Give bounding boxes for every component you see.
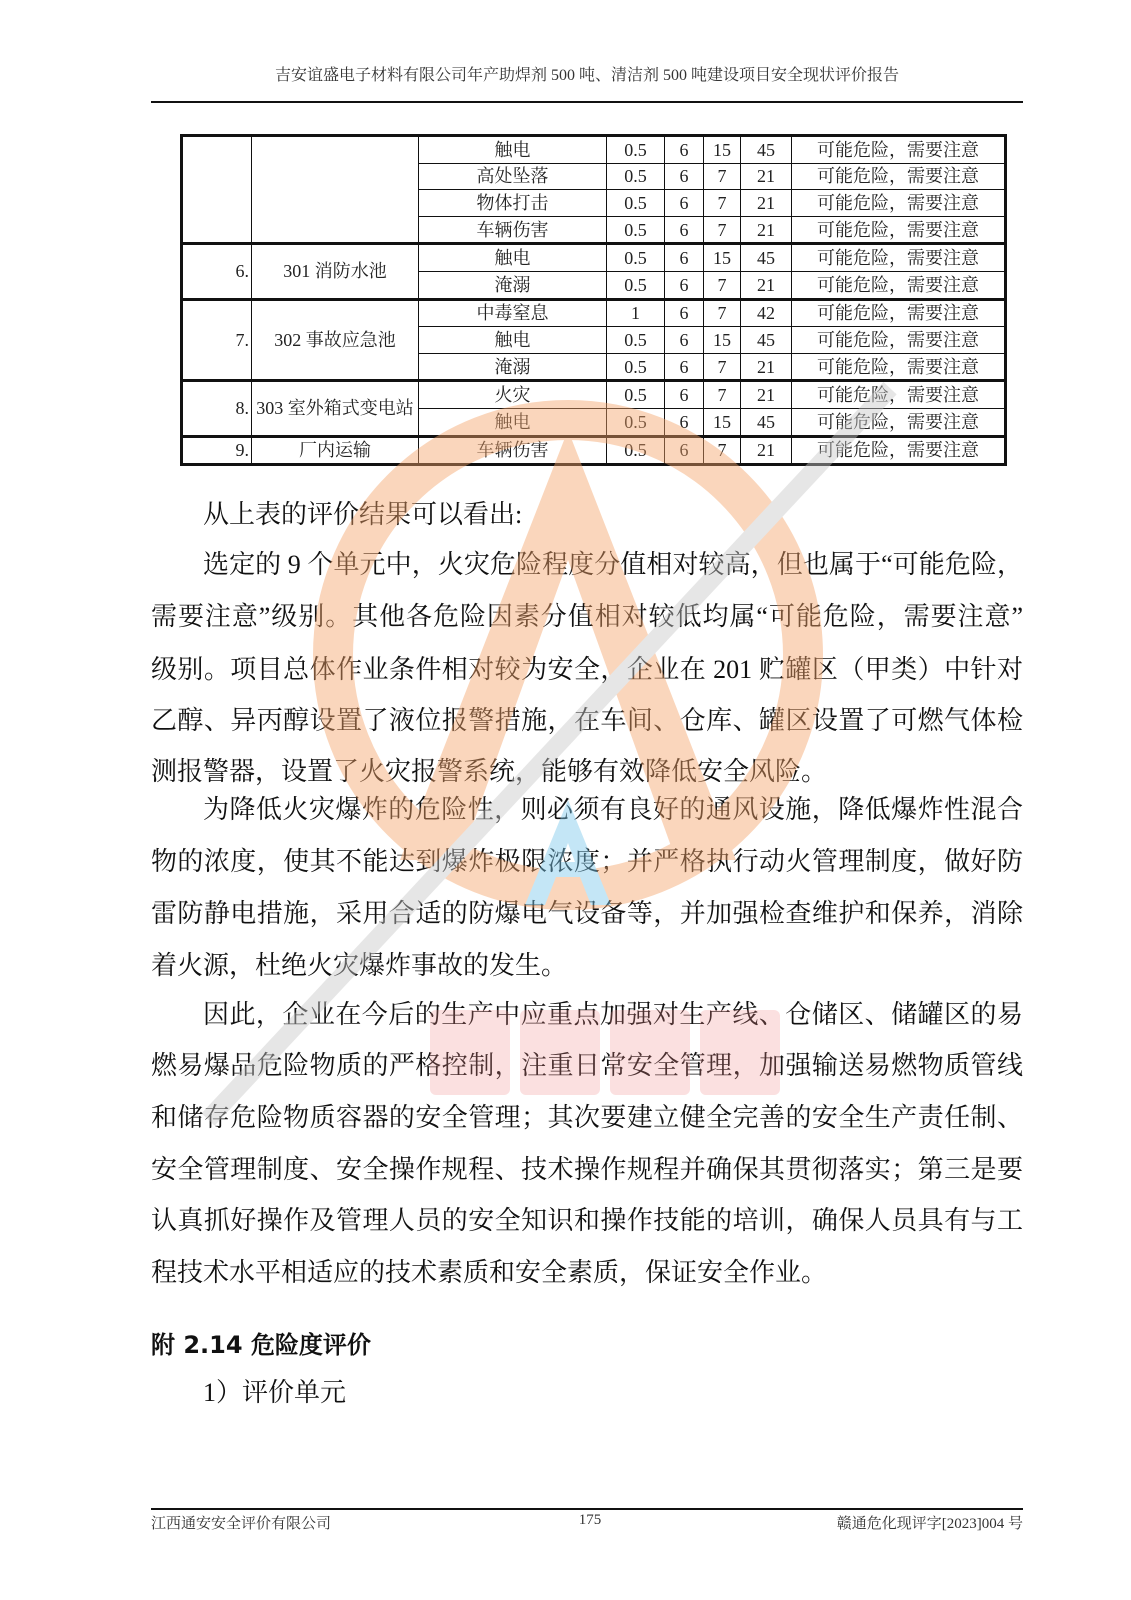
running-header: 吉安谊盛电子材料有限公司年产助焊剂 500 吨、清洁剂 500 吨建设项目安全现状评价报告 [274, 67, 899, 84]
body-text-line: 测报警器，设置了火灾报警系统，能够有效降低安全风险。 [151, 757, 828, 786]
hazard-cell: 中毒窒息 [419, 299, 607, 327]
footer-rule [151, 1508, 1023, 1510]
table-row [182, 436, 1006, 465]
body-text-line: 燃易爆品危险物质的严格控制，注重日常安全管理，加强输送易燃物质管线 [151, 1051, 1023, 1080]
l-value-cell: 0.5 [607, 353, 665, 381]
footer-doc-number: 赣通危化现评字[2023]004 号 [836, 1516, 1023, 1532]
table-row [182, 299, 1006, 327]
d-value-cell: 21 [741, 436, 792, 465]
hazard-cell: 淹溺 [419, 353, 607, 381]
hazard-cell: 触电 [419, 327, 607, 354]
unit-number-cell: 7. [182, 299, 252, 381]
risk-level-cell: 可能危险，需要注意 [792, 353, 1006, 381]
l-value-cell: 0.5 [607, 244, 665, 272]
hazard-cell: 物体打击 [419, 190, 607, 217]
e-value-cell: 6 [665, 216, 704, 244]
e-value-cell: 6 [665, 299, 704, 327]
d-value-cell: 45 [741, 136, 792, 164]
table-row [182, 244, 1006, 272]
l-value-cell: 0.5 [607, 327, 665, 354]
risk-level-cell: 可能危险，需要注意 [792, 136, 1006, 164]
body-text-line: 程技术水平相适应的技术素质和安全素质，保证安全作业。 [151, 1258, 828, 1287]
body-text-line: 级别。项目总体作业条件相对较为安全，企业在 201 贮罐区（甲类）中针对 [151, 655, 1023, 684]
body-text-line: 物的浓度，使其不能达到爆炸极限浓度；并严格执行动火管理制度，做好防 [151, 847, 1023, 876]
d-value-cell: 21 [741, 190, 792, 217]
hazard-cell: 车辆伤害 [419, 436, 607, 465]
d-value-cell: 21 [741, 271, 792, 299]
risk-level-cell: 可能危险，需要注意 [792, 299, 1006, 327]
hazard-cell: 车辆伤害 [419, 216, 607, 244]
l-value-cell: 0.5 [607, 408, 665, 436]
c-value-cell: 7 [704, 381, 741, 409]
table-row [182, 136, 1006, 164]
e-value-cell: 6 [665, 136, 704, 164]
e-value-cell: 6 [665, 381, 704, 409]
c-value-cell: 7 [704, 271, 741, 299]
c-value-cell: 15 [704, 244, 741, 272]
risk-level-cell: 可能危险，需要注意 [792, 271, 1006, 299]
body-text-line: 雷防静电措施，采用合适的防爆电气设备等，并加强检查维护和保养，消除 [151, 899, 1023, 928]
l-value-cell: 0.5 [607, 271, 665, 299]
unit-name-cell: 厂内运输 [252, 436, 419, 465]
unit-name-cell: 302 事故应急池 [252, 299, 419, 381]
e-value-cell: 6 [665, 190, 704, 217]
e-value-cell: 6 [665, 408, 704, 436]
unit-number-cell: 6. [182, 244, 252, 299]
unit-name-cell [252, 136, 419, 244]
d-value-cell: 21 [741, 353, 792, 381]
body-text-line: 为降低火灾爆炸的危险性，则必须有良好的通风设施，降低爆炸性混合 [203, 795, 1023, 824]
table-row [182, 381, 1006, 409]
page-number: 175 [578, 1512, 602, 1528]
c-value-cell: 7 [704, 436, 741, 465]
body-text-line: 需要注意”级别。其他各危险因素分值相对较低均属“可能危险，需要注意” [151, 602, 1023, 631]
e-value-cell: 6 [665, 436, 704, 465]
body-text-line: 乙醇、异丙醇设置了液位报警措施，在车间、仓库、罐区设置了可燃气体检 [151, 706, 1023, 735]
hazard-cell: 淹溺 [419, 271, 607, 299]
risk-level-cell: 可能危险，需要注意 [792, 408, 1006, 436]
d-value-cell: 21 [741, 381, 792, 409]
body-text-line: 安全管理制度、安全操作规程、技术操作规程并确保其贯彻落实；第三是要 [151, 1155, 1023, 1184]
hazard-cell: 火灾 [419, 381, 607, 409]
l-value-cell: 0.5 [607, 381, 665, 409]
unit-number-cell [182, 136, 252, 244]
hazard-cell: 高处坠落 [419, 163, 607, 190]
d-value-cell: 45 [741, 244, 792, 272]
l-value-cell: 0.5 [607, 436, 665, 465]
l-value-cell: 0.5 [607, 136, 665, 164]
e-value-cell: 6 [665, 327, 704, 354]
c-value-cell: 7 [704, 299, 741, 327]
e-value-cell: 6 [665, 244, 704, 272]
c-value-cell: 15 [704, 327, 741, 354]
risk-level-cell: 可能危险，需要注意 [792, 244, 1006, 272]
l-value-cell: 1 [607, 299, 665, 327]
body-text-line: 着火源，杜绝火灾爆炸事故的发生。 [151, 951, 568, 980]
d-value-cell: 45 [741, 327, 792, 354]
c-value-cell: 7 [704, 216, 741, 244]
l-value-cell: 0.5 [607, 190, 665, 217]
risk-level-cell: 可能危险，需要注意 [792, 327, 1006, 354]
body-text-line: 和储存危险物质容器的安全管理；其次要建立健全完善的安全生产责任制、 [151, 1103, 1023, 1132]
body-text-line: 因此，企业在今后的生产中应重点加强对生产线、仓储区、储罐区的易 [203, 1000, 1023, 1029]
l-value-cell: 0.5 [607, 163, 665, 190]
hazard-cell: 触电 [419, 136, 607, 164]
body-text-line: 认真抓好操作及管理人员的安全知识和操作技能的培训，确保人员具有与工 [151, 1206, 1023, 1235]
unit-number-cell: 8. [182, 381, 252, 436]
footer-company: 江西通安安全评价有限公司 [151, 1516, 332, 1532]
sub-item: 1）评价单元 [203, 1378, 347, 1407]
risk-level-cell: 可能危险，需要注意 [792, 190, 1006, 217]
c-value-cell: 7 [704, 190, 741, 217]
d-value-cell: 21 [741, 216, 792, 244]
unit-name-cell: 303 室外箱式变电站 [252, 381, 419, 436]
risk-level-cell: 可能危险，需要注意 [792, 381, 1006, 409]
c-value-cell: 15 [704, 136, 741, 164]
risk-level-cell: 可能危险，需要注意 [792, 436, 1006, 465]
hazard-evaluation-table [180, 134, 1007, 466]
unit-name-cell: 301 消防水池 [252, 244, 419, 299]
unit-number-cell: 9. [182, 436, 252, 465]
d-value-cell: 21 [741, 163, 792, 190]
d-value-cell: 45 [741, 408, 792, 436]
e-value-cell: 6 [665, 353, 704, 381]
d-value-cell: 42 [741, 299, 792, 327]
section-heading: 附 2.14 危险度评价 [151, 1331, 371, 1359]
e-value-cell: 6 [665, 271, 704, 299]
c-value-cell: 15 [704, 408, 741, 436]
risk-level-cell: 可能危险，需要注意 [792, 216, 1006, 244]
risk-level-cell: 可能危险，需要注意 [792, 163, 1006, 190]
body-text-line: 选定的 9 个单元中，火灾危险程度分值相对较高，但也属于“可能危险， [203, 550, 1023, 579]
header-rule [151, 101, 1023, 103]
hazard-cell: 触电 [419, 408, 607, 436]
c-value-cell: 7 [704, 163, 741, 190]
c-value-cell: 7 [704, 353, 741, 381]
body-text-line: 从上表的评价结果可以看出: [203, 500, 523, 529]
e-value-cell: 6 [665, 163, 704, 190]
hazard-cell: 触电 [419, 244, 607, 272]
l-value-cell: 0.5 [607, 216, 665, 244]
